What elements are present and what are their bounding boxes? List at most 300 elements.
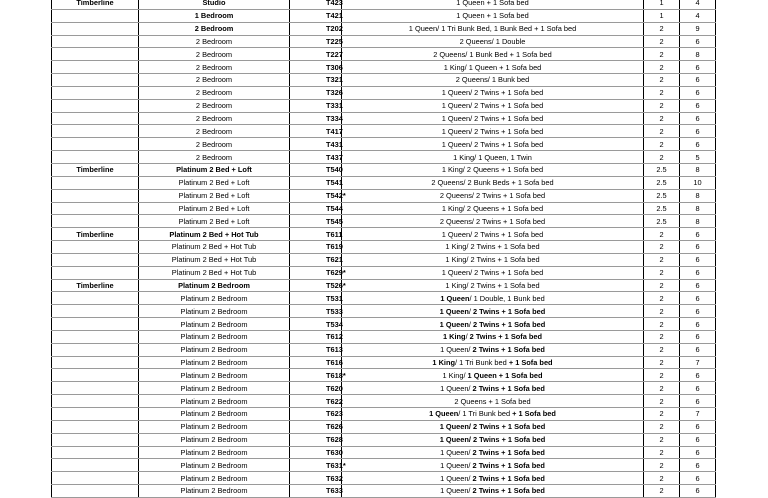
bed-config-segment: 1 Queen/ (440, 473, 473, 483)
bed-config-segment: 2 Twins + 1 Sofa bed (472, 306, 546, 316)
bed-config-cell (342, 318, 644, 331)
table-row (52, 369, 716, 382)
table-row (52, 241, 716, 254)
unit-number-cell: T616 (290, 356, 342, 369)
building-cell (52, 9, 139, 22)
bed-config-segment: 1 Queen/ 2 Twins + 1 Sofa bed (441, 101, 544, 111)
table-row (52, 420, 716, 433)
table-row (52, 22, 716, 35)
baths-cell: 2 (644, 86, 680, 99)
bed-config-cell (342, 395, 644, 408)
sleeps-cell: 7 (680, 408, 716, 421)
sleeps-cell: 6 (680, 420, 716, 433)
unit-number-cell: T202 (290, 22, 342, 35)
sleeps-cell: 6 (680, 330, 716, 343)
table-row (52, 48, 716, 61)
baths-cell: 2 (644, 382, 680, 395)
sleeps-cell: 6 (680, 395, 716, 408)
bed-config-segment: 1 Queen/ 2 Twins + 1 Sofa bed (439, 422, 546, 432)
unit-type-cell: 2 Bedroom (139, 48, 290, 61)
building-cell (52, 253, 139, 266)
unit-type-cell: Platinum 2 Bedroom (139, 395, 290, 408)
baths-cell: 2 (644, 369, 680, 382)
bed-config-cell (342, 151, 644, 164)
unit-number-cell: T630 (290, 446, 342, 459)
sleeps-cell: 7 (680, 356, 716, 369)
bed-config-cell (342, 138, 644, 151)
unit-number-cell: T306 (290, 61, 342, 74)
bed-config-segment: 1 King/ 2 Twins + 1 Sofa bed (445, 255, 540, 265)
sleeps-cell: 6 (680, 138, 716, 151)
unit-type-cell: 2 Bedroom (139, 138, 290, 151)
bed-config-cell (342, 292, 644, 305)
table-row (52, 61, 716, 74)
unit-table-body (52, 0, 716, 497)
bed-config-segment: 1 Queen + 1 Sofa bed (456, 0, 529, 8)
bed-config-segment: 1 Queen + 1 Sofa bed (456, 11, 529, 21)
table-row (52, 74, 716, 87)
baths-cell: 2 (644, 99, 680, 112)
building-cell: Timberline (52, 0, 139, 9)
unit-type-cell: Platinum 2 Bedroom (139, 330, 290, 343)
bed-config-cell (342, 420, 644, 433)
building-cell (52, 125, 139, 138)
unit-number-cell: T612 (290, 330, 342, 343)
unit-type-cell: Platinum 2 Bedroom (139, 485, 290, 498)
bed-config-segment: 1 King/ (442, 370, 468, 380)
baths-cell: 2 (644, 112, 680, 125)
unit-number-cell: T417 (290, 125, 342, 138)
sleeps-cell: 10 (680, 176, 716, 189)
bed-config-segment: 1 King (442, 332, 466, 342)
bed-config-cell (342, 459, 644, 472)
baths-cell: 2 (644, 22, 680, 35)
unit-type-cell: 2 Bedroom (139, 22, 290, 35)
bed-config-segment: 1 Queen/ 2 Twins + 1 Sofa bed (441, 268, 544, 278)
bed-config-segment: 1 King/ 1 Queen, 1 Twin (453, 152, 532, 162)
unit-type-cell: Platinum 2 Bed + Loft (139, 189, 290, 202)
sleeps-cell: 6 (680, 74, 716, 87)
building-cell (52, 189, 139, 202)
unit-number-cell: T626 (290, 420, 342, 433)
bed-config-segment: 1 Queen (439, 319, 469, 329)
unit-type-cell: Studio (139, 0, 290, 9)
table-row (52, 151, 716, 164)
baths-cell: 2.5 (644, 163, 680, 176)
bed-config-cell (342, 86, 644, 99)
bed-config-segment: 2 Queens/ 1 Bunk Bed + 1 Sofa bed (433, 49, 552, 59)
bed-config-segment: 2 Twins + 1 Sofa bed (472, 460, 545, 470)
unit-number-cell: T542* (290, 189, 342, 202)
building-cell (52, 61, 139, 74)
unit-type-cell: Platinum 2 Bedroom (139, 433, 290, 446)
bed-config-segment: / 1 Tri Bunk bed (458, 409, 513, 419)
unit-type-cell: Platinum 2 Bedroom (139, 369, 290, 382)
baths-cell: 2.5 (644, 215, 680, 228)
building-cell (52, 330, 139, 343)
bed-config-segment: 2 Queens/ 1 Double (459, 36, 526, 46)
unit-number-cell: T540 (290, 163, 342, 176)
sleeps-cell: 4 (680, 0, 716, 9)
unit-type-cell: Platinum 2 Bedroom (139, 472, 290, 485)
building-cell (52, 485, 139, 498)
table-row (52, 163, 716, 176)
bed-config-segment: 1 King (432, 358, 455, 368)
bed-config-segment: 2 Queens/ 2 Twins + 1 Sofa bed (439, 191, 546, 201)
table-row (52, 292, 716, 305)
unit-number-cell: T623 (290, 408, 342, 421)
table-row (52, 330, 716, 343)
building-cell (52, 369, 139, 382)
baths-cell: 2 (644, 318, 680, 331)
bed-config-segment: 2 Twins + 1 Sofa bed (472, 319, 546, 329)
sleeps-cell: 6 (680, 61, 716, 74)
unit-type-cell: Platinum 2 Bed + Loft (139, 163, 290, 176)
sleeps-cell: 8 (680, 189, 716, 202)
sleeps-cell: 6 (680, 433, 716, 446)
table-row (52, 382, 716, 395)
bed-config-segment: 2 Twins + 1 Sofa bed (469, 332, 543, 342)
table-row (52, 395, 716, 408)
bed-config-cell (342, 266, 644, 279)
bed-config-segment: 2 Twins + 1 Sofa bed (472, 486, 545, 496)
baths-cell: 2 (644, 420, 680, 433)
table-row (52, 408, 716, 421)
unit-type-cell: Platinum 2 Bedroom (139, 279, 290, 292)
unit-number-cell: T533 (290, 305, 342, 318)
table-row (52, 99, 716, 112)
unit-number-cell: T526* (290, 279, 342, 292)
bed-config-cell (342, 330, 644, 343)
baths-cell: 2 (644, 279, 680, 292)
bed-config-segment: 1 Queen/ 2 Twins + 1 Sofa bed (441, 229, 544, 239)
table-row (52, 485, 716, 498)
sleeps-cell: 6 (680, 459, 716, 472)
table-row (52, 125, 716, 138)
unit-type-cell: 2 Bedroom (139, 151, 290, 164)
building-cell (52, 343, 139, 356)
table-row (52, 228, 716, 241)
unit-type-cell: Platinum 2 Bedroom (139, 408, 290, 421)
building-cell (52, 266, 139, 279)
bed-config-cell (342, 279, 644, 292)
bed-config-cell (342, 0, 644, 9)
unit-type-cell: Platinum 2 Bedroom (139, 459, 290, 472)
unit-number-cell: T620 (290, 382, 342, 395)
unit-number-cell: T541 (290, 176, 342, 189)
table-row (52, 279, 716, 292)
unit-number-cell: T534 (290, 318, 342, 331)
building-cell (52, 382, 139, 395)
bed-config-cell (342, 369, 644, 382)
unit-type-cell: Platinum 2 Bedroom (139, 420, 290, 433)
bed-config-cell (342, 253, 644, 266)
bed-config-segment: 1 Queen (440, 293, 470, 303)
unit-number-cell: T331 (290, 99, 342, 112)
table-row (52, 112, 716, 125)
bed-config-segment: 1 Queen/ (440, 486, 473, 496)
sleeps-cell: 4 (680, 9, 716, 22)
building-cell (52, 305, 139, 318)
building-cell (52, 48, 139, 61)
table-row (52, 215, 716, 228)
unit-type-cell: Platinum 2 Bed + Hot Tub (139, 253, 290, 266)
unit-number-cell: T225 (290, 35, 342, 48)
bed-config-cell (342, 305, 644, 318)
sleeps-cell: 6 (680, 125, 716, 138)
table-row (52, 446, 716, 459)
unit-number-cell: T631* (290, 459, 342, 472)
unit-table-sheet (51, 0, 715, 498)
baths-cell: 2 (644, 395, 680, 408)
bed-config-segment: 2 Twins + 1 Sofa bed (472, 383, 545, 393)
building-cell (52, 318, 139, 331)
unit-type-cell: 2 Bedroom (139, 86, 290, 99)
unit-number-cell: T611 (290, 228, 342, 241)
baths-cell: 2 (644, 125, 680, 138)
bed-config-cell (342, 472, 644, 485)
baths-cell: 2 (644, 408, 680, 421)
building-cell (52, 176, 139, 189)
bed-config-cell (342, 382, 644, 395)
building-cell (52, 74, 139, 87)
bed-config-segment: 1 King/ 1 Queen + 1 Sofa bed (443, 62, 542, 72)
table-row (52, 253, 716, 266)
sleeps-cell: 6 (680, 446, 716, 459)
sleeps-cell: 8 (680, 215, 716, 228)
building-cell (52, 35, 139, 48)
sleeps-cell: 6 (680, 228, 716, 241)
unit-number-cell: T334 (290, 112, 342, 125)
bed-config-cell (342, 446, 644, 459)
bed-config-segment: 2 Twins + 1 Sofa bed (472, 473, 545, 483)
unit-type-cell: 2 Bedroom (139, 125, 290, 138)
baths-cell: 2.5 (644, 202, 680, 215)
baths-cell: 2 (644, 253, 680, 266)
unit-type-cell: Platinum 2 Bed + Hot Tub (139, 266, 290, 279)
sleeps-cell: 6 (680, 266, 716, 279)
sleeps-cell: 6 (680, 343, 716, 356)
building-cell (52, 472, 139, 485)
unit-type-cell: Platinum 2 Bedroom (139, 382, 290, 395)
unit-number-cell: T544 (290, 202, 342, 215)
bed-config-cell (342, 99, 644, 112)
sleeps-cell: 8 (680, 163, 716, 176)
bed-config-cell (342, 343, 644, 356)
sleeps-cell: 6 (680, 112, 716, 125)
unit-type-cell: Platinum 2 Bedroom (139, 343, 290, 356)
unit-number-cell: T629* (290, 266, 342, 279)
bed-config-cell (342, 202, 644, 215)
building-cell (52, 215, 139, 228)
building-cell (52, 138, 139, 151)
unit-number-cell: T321 (290, 74, 342, 87)
bed-config-segment: 2 Queens/ 2 Bunk Beds + 1 Sofa bed (431, 178, 554, 188)
building-cell (52, 408, 139, 421)
bed-config-segment: 1 Queen (429, 409, 459, 419)
unit-number-cell: T621 (290, 253, 342, 266)
bed-config-segment: 1 Queen/ (440, 345, 473, 355)
unit-type-cell: 2 Bedroom (139, 74, 290, 87)
table-row (52, 138, 716, 151)
bed-config-segment: / (465, 332, 470, 342)
unit-number-cell: T431 (290, 138, 342, 151)
table-row (52, 318, 716, 331)
sleeps-cell: 6 (680, 292, 716, 305)
sleeps-cell: 6 (680, 279, 716, 292)
bed-config-cell (342, 74, 644, 87)
baths-cell: 2 (644, 138, 680, 151)
baths-cell: 2 (644, 241, 680, 254)
unit-type-cell: 1 Bedroom (139, 9, 290, 22)
unit-type-cell: Platinum 2 Bedroom (139, 292, 290, 305)
bed-config-segment: 2 Twins + 1 Sofa bed (472, 345, 545, 355)
building-cell (52, 112, 139, 125)
bed-config-segment: + 1 Sofa bed (508, 358, 553, 368)
baths-cell: 2 (644, 485, 680, 498)
table-row (52, 472, 716, 485)
bed-config-cell (342, 125, 644, 138)
sleeps-cell: 8 (680, 48, 716, 61)
baths-cell: 2 (644, 48, 680, 61)
baths-cell: 2 (644, 356, 680, 369)
bed-config-cell (342, 9, 644, 22)
sleeps-cell: 6 (680, 253, 716, 266)
sleeps-cell: 6 (680, 86, 716, 99)
baths-cell: 1 (644, 0, 680, 9)
bed-config-cell (342, 61, 644, 74)
unit-type-cell: Platinum 2 Bed + Hot Tub (139, 241, 290, 254)
unit-number-cell: T613 (290, 343, 342, 356)
bed-config-segment: 1 Queen (439, 306, 469, 316)
building-cell (52, 86, 139, 99)
table-row (52, 202, 716, 215)
bed-config-segment: 1 Queen/ 2 Twins + 1 Sofa bed (441, 126, 544, 136)
bed-config-segment: 1 Queen/ 2 Twins + 1 Sofa bed (441, 139, 544, 149)
sleeps-cell: 8 (680, 202, 716, 215)
building-cell (52, 99, 139, 112)
baths-cell: 2 (644, 433, 680, 446)
unit-type-cell: Platinum 2 Bedroom (139, 356, 290, 369)
building-cell (52, 433, 139, 446)
bed-config-segment: 2 Queens/ 1 Bunk bed (455, 75, 530, 85)
sleeps-cell: 6 (680, 382, 716, 395)
baths-cell: 2 (644, 343, 680, 356)
bed-config-segment: 2 Queens + 1 Sofa bed (454, 396, 531, 406)
sleeps-cell: 6 (680, 369, 716, 382)
table-row (52, 356, 716, 369)
bed-config-cell (342, 163, 644, 176)
bed-config-segment: 2 Twins + 1 Sofa bed (472, 447, 545, 457)
table-row (52, 9, 716, 22)
unit-type-cell: Platinum 2 Bed + Loft (139, 215, 290, 228)
building-cell: Timberline (52, 163, 139, 176)
table-row (52, 189, 716, 202)
bed-config-cell (342, 408, 644, 421)
table-row (52, 343, 716, 356)
bed-config-cell (342, 215, 644, 228)
baths-cell: 2.5 (644, 176, 680, 189)
building-cell (52, 420, 139, 433)
sleeps-cell: 6 (680, 305, 716, 318)
sleeps-cell: 6 (680, 241, 716, 254)
baths-cell: 2 (644, 228, 680, 241)
table-row (52, 433, 716, 446)
unit-number-cell: T437 (290, 151, 342, 164)
sleeps-cell: 6 (680, 472, 716, 485)
bed-config-cell (342, 228, 644, 241)
unit-number-cell: T628 (290, 433, 342, 446)
unit-number-cell: T622 (290, 395, 342, 408)
unit-type-cell: Platinum 2 Bed + Hot Tub (139, 228, 290, 241)
bed-config-segment: 2 Queens/ 2 Twins + 1 Sofa bed (439, 216, 546, 226)
unit-type-cell: 2 Bedroom (139, 99, 290, 112)
baths-cell: 2 (644, 459, 680, 472)
unit-number-cell: T227 (290, 48, 342, 61)
table-row (52, 35, 716, 48)
bed-config-segment: / (468, 319, 473, 329)
bed-config-segment: / 1 Double, 1 Bunk bed (469, 293, 545, 303)
sleeps-cell: 6 (680, 485, 716, 498)
bed-config-cell (342, 176, 644, 189)
bed-config-segment: 1 King/ 2 Queens + 1 Sofa bed (441, 203, 544, 213)
sleeps-cell: 6 (680, 318, 716, 331)
bed-config-segment: / (468, 306, 473, 316)
bed-config-cell (342, 35, 644, 48)
baths-cell: 2 (644, 266, 680, 279)
baths-cell: 2 (644, 292, 680, 305)
bed-config-cell (342, 433, 644, 446)
table-row (52, 305, 716, 318)
unit-type-cell: Platinum 2 Bed + Loft (139, 176, 290, 189)
baths-cell: 2.5 (644, 189, 680, 202)
building-cell: Timberline (52, 228, 139, 241)
bed-config-segment: / 1 Tri Bunk bed (455, 358, 509, 368)
unit-number-cell: T421 (290, 9, 342, 22)
bed-config-cell (342, 112, 644, 125)
bed-config-segment: 1 Queen/ (440, 383, 473, 393)
baths-cell: 2 (644, 151, 680, 164)
baths-cell: 2 (644, 305, 680, 318)
unit-number-cell: T423 (290, 0, 342, 9)
bed-config-cell (342, 356, 644, 369)
building-cell (52, 459, 139, 472)
table-row (52, 86, 716, 99)
unit-type-cell: Platinum 2 Bedroom (139, 318, 290, 331)
sleeps-cell: 6 (680, 99, 716, 112)
unit-number-cell: T326 (290, 86, 342, 99)
unit-number-cell: T633 (290, 485, 342, 498)
building-cell: Timberline (52, 279, 139, 292)
unit-number-cell: T618* (290, 369, 342, 382)
bed-config-cell (342, 241, 644, 254)
building-cell (52, 151, 139, 164)
unit-number-cell: T632 (290, 472, 342, 485)
sleeps-cell: 6 (680, 35, 716, 48)
baths-cell: 2 (644, 35, 680, 48)
unit-type-cell: Platinum 2 Bedroom (139, 446, 290, 459)
unit-number-cell: T531 (290, 292, 342, 305)
unit-type-cell: 2 Bedroom (139, 61, 290, 74)
unit-type-cell: Platinum 2 Bed + Loft (139, 202, 290, 215)
baths-cell: 2 (644, 330, 680, 343)
unit-type-cell: 2 Bedroom (139, 35, 290, 48)
building-cell (52, 292, 139, 305)
table-row (52, 176, 716, 189)
unit-type-cell: 2 Bedroom (139, 112, 290, 125)
unit-number-cell: T619 (290, 241, 342, 254)
table-row (52, 0, 716, 9)
